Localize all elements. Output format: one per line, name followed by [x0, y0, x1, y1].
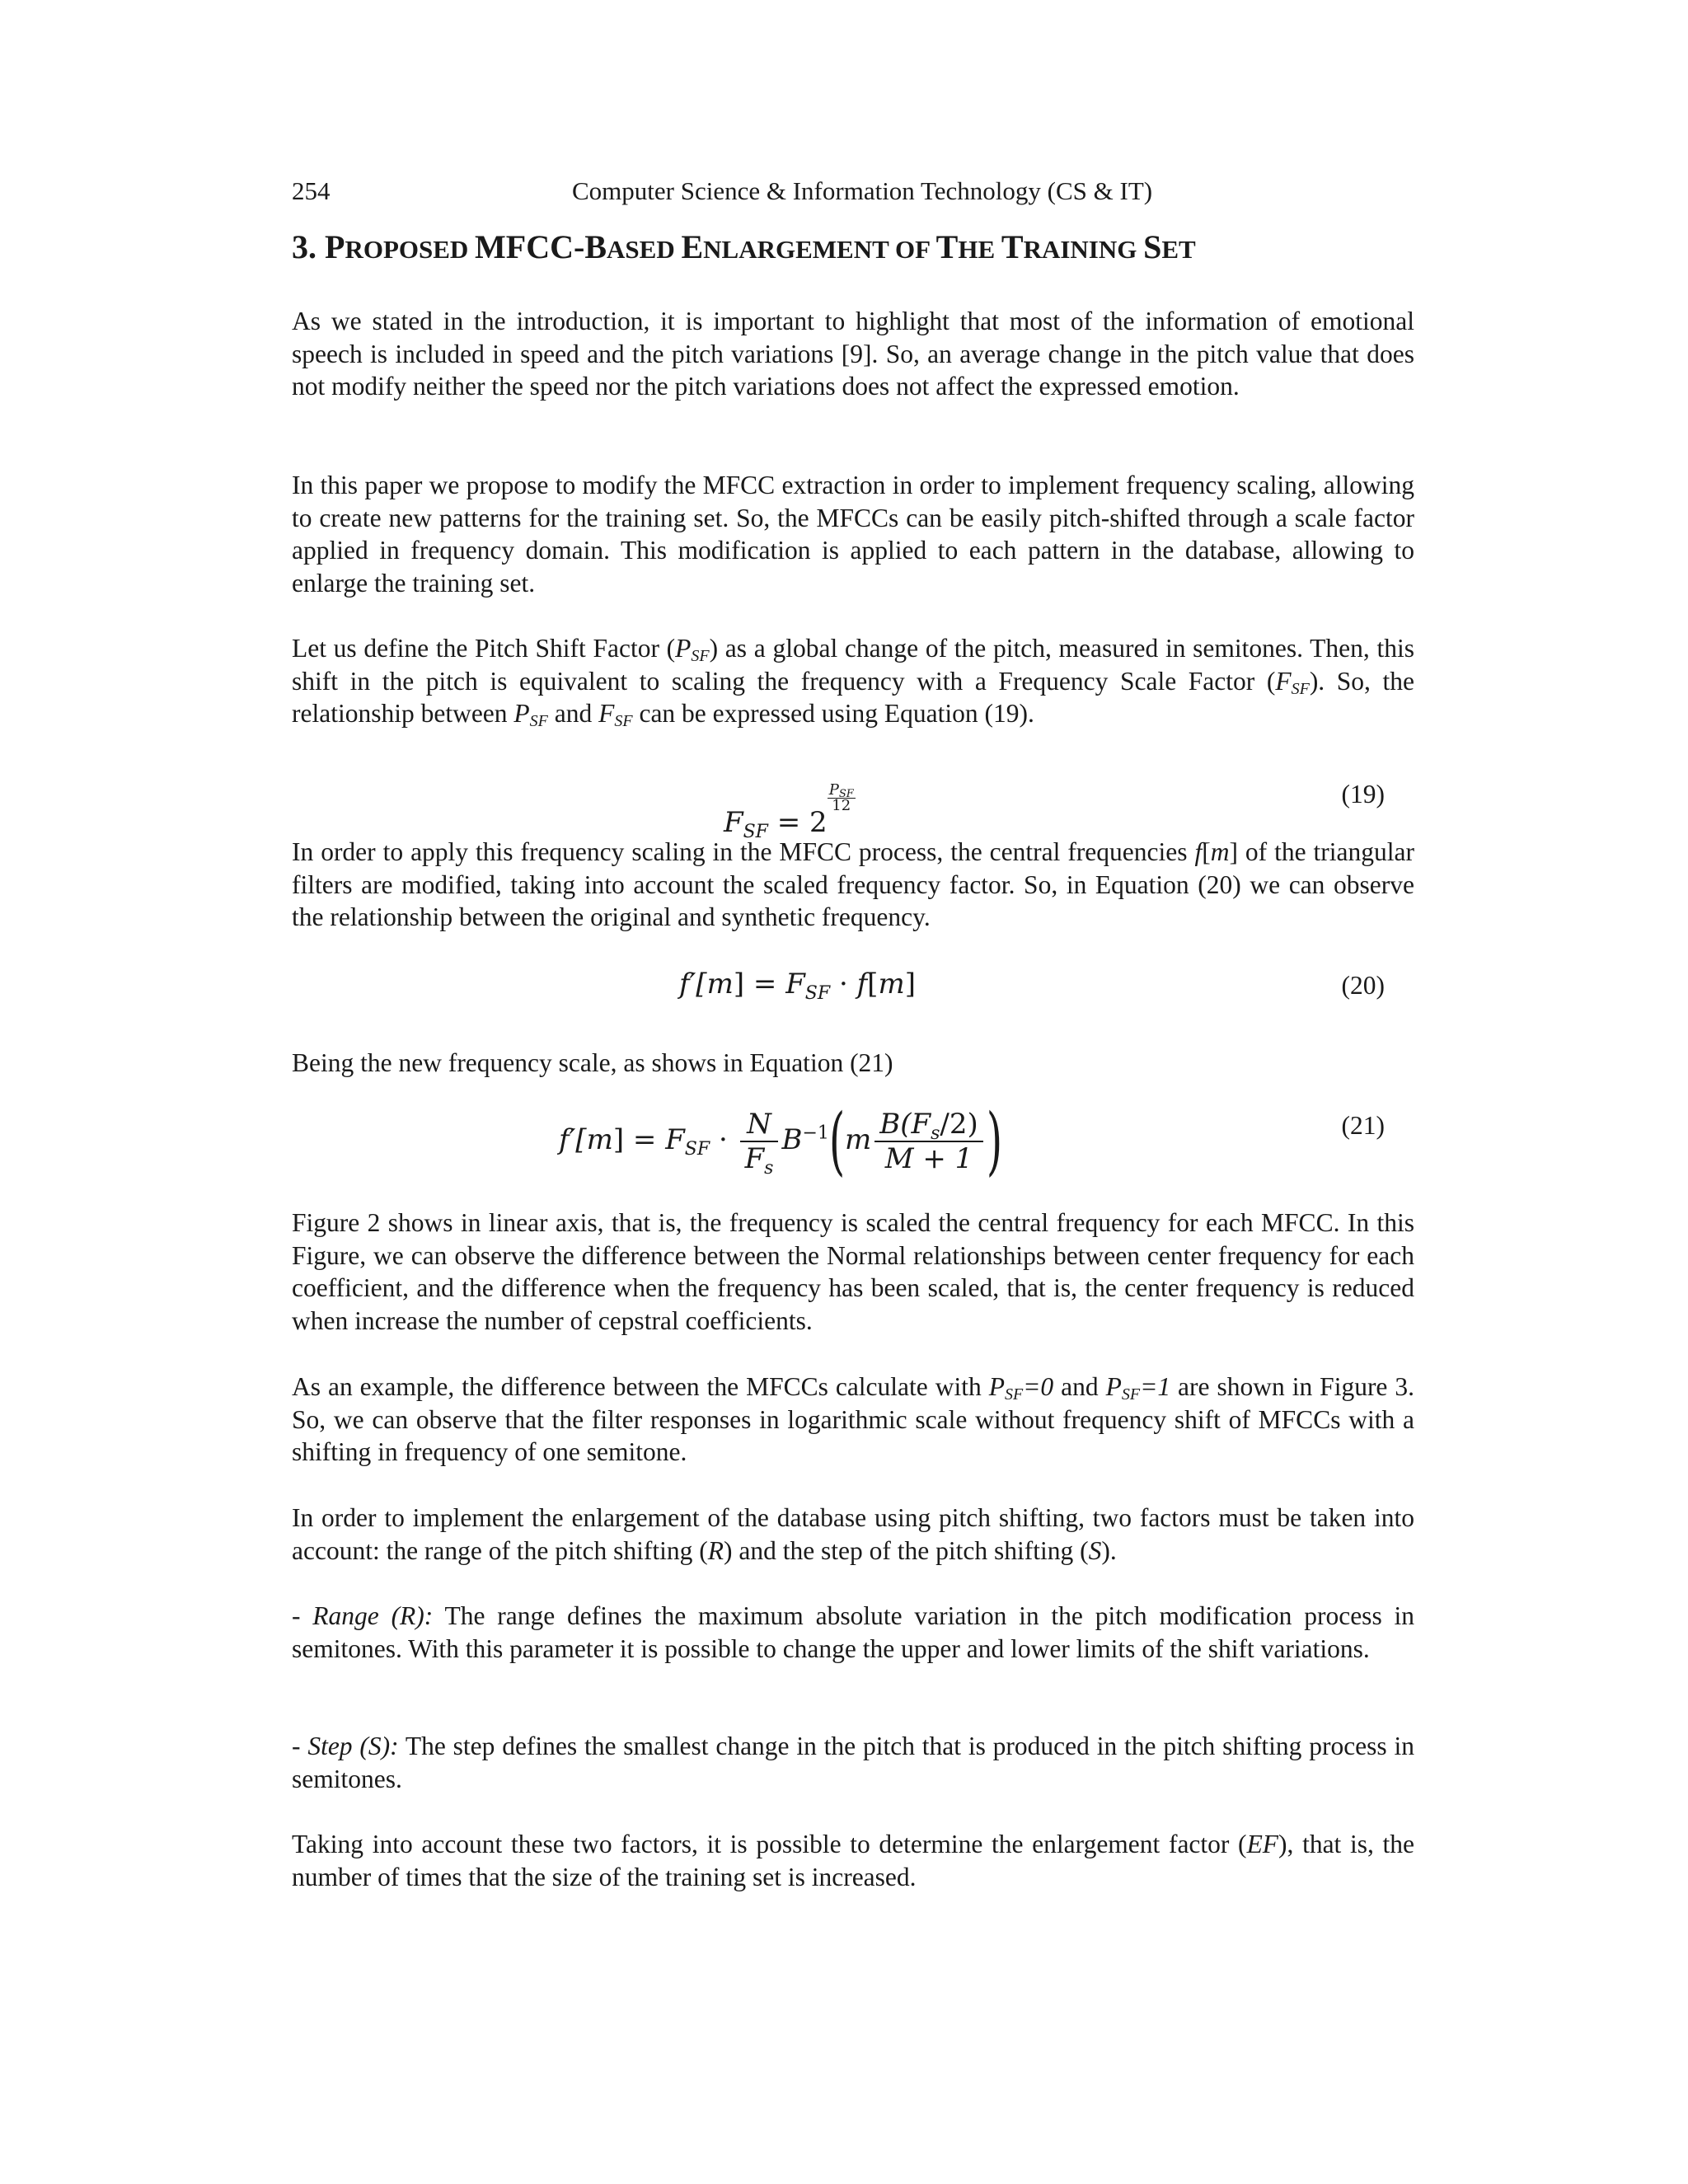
equation-20-number: (20)	[1341, 971, 1385, 1000]
equation-19-formula: $F_{SF} = 2$ $\frac{P_{SF}}{12}$	[724, 781, 854, 842]
section-number: 3.	[292, 228, 316, 265]
journal-title: Computer Science & Information Technology (CS & IT)	[572, 176, 1153, 205]
paragraph-new-scale: Being the new frequency scale, as shows in Equation (21)	[292, 1048, 893, 1077]
running-header	[292, 173, 1413, 209]
paragraph-intro: As we stated in the introduction, it is important to highlight that most of the information of emotional speech is included in speed and the pitch variations [9]. So, an average change in the pitch value that does not modify neither the speed nor the pitch variations does not affect the expressed emotion.	[292, 307, 1414, 401]
equation-19-number: (19)	[1341, 780, 1385, 808]
paragraph-enlargement-factor: Taking into account these two factors, it is possible to determine the enlargement factor (EF), that is, the number of times that the size of the training set is increased.	[292, 1830, 1415, 1891]
paragraph-factors: In order to implement the enlargement of the database using pitch shifting, two factors must be taken into account: the range of the pitch shifting (R) and the step of the pitch shifting (S).	[292, 1503, 1414, 1565]
paragraph-range: - Range (R): The range defines the maximum absolute variation in the pitch modification process in semitones. With this parameter it is possible to change the upper and lower limits of the shift variations.	[292, 1601, 1414, 1663]
equation-21	[292, 1098, 1414, 1203]
page-number: 254	[292, 176, 331, 205]
equation-20-formula: $f'[m] = F_{SF} \cdot f[m]$	[679, 968, 916, 1004]
paragraph-step: - Step (S): The step defines the smallest change in the pitch that is produced in the pitch shifting process in semitones.	[292, 1732, 1414, 1793]
equation-20	[292, 964, 1414, 1014]
equation-21-number: (21)	[1341, 1111, 1385, 1140]
equation-21-formula: $f'[m] = F_{SF}$ · $\frac{N}{F_s}$ $B^{-1}(m$ $\frac{B(F_s/2)}{M + 1}$ )	[559, 1098, 1003, 1184]
paragraph-proposal: In this paper we propose to modify the MFCC extraction in order to implement frequency scaling, allowing to create new patterns for the training set. So, the MFCCs can be easily pitch-shifted through a scale factor applied in frequency domain. This modification is applied to each pattern in the database, allowing to enlarge the training set.	[292, 471, 1414, 598]
section-title: 3. PROPOSED MFCC-BASED ENLARGEMENT OF THE TRAINING SET	[292, 228, 1196, 265]
paragraph-pitch-shift-factor: Let us define the Pitch Shift Factor $(P_{SF})$ as a global change of the pitch, measured in semitones. Then, this shift in the pitch is equivalent to scaling the frequency with a Frequency Scale Factor $(F_{SF})$. So, the relationship between $P_{SF}$ and $F_{SF}$ can be expressed using Equation (19).	[292, 634, 1414, 731]
paragraph-figure-2: Figure 2 shows in linear axis, that is, the frequency is scaled the central frequency for each MFCC. In this Figure, we can observe the difference between the Normal relationships between center frequency for each coefficient, and the difference when the frequency has been scaled, that is, the center frequency is reduced when increase the number of cepstral coefficients.	[292, 1208, 1414, 1336]
paragraph-central-frequencies: In order to apply this frequency scaling in the MFCC process, the central frequencies f[m] of the triangular filters are modified, taking into account the scaled frequency factor. So, in Equation (20) we can observe the relationship between the original and synthetic frequency.	[292, 837, 1415, 932]
paragraph-example: As an example, the difference between the MFCCs calculate with $P_{SF}=0$ and $P_{SF}=1$ are shown in Figure 3. So, we can observe that the filter responses in logarithmic scale without frequency shift of MFCCs with a shifting in frequency of one semitone.	[292, 1372, 1415, 1467]
equation-19	[292, 775, 1414, 842]
